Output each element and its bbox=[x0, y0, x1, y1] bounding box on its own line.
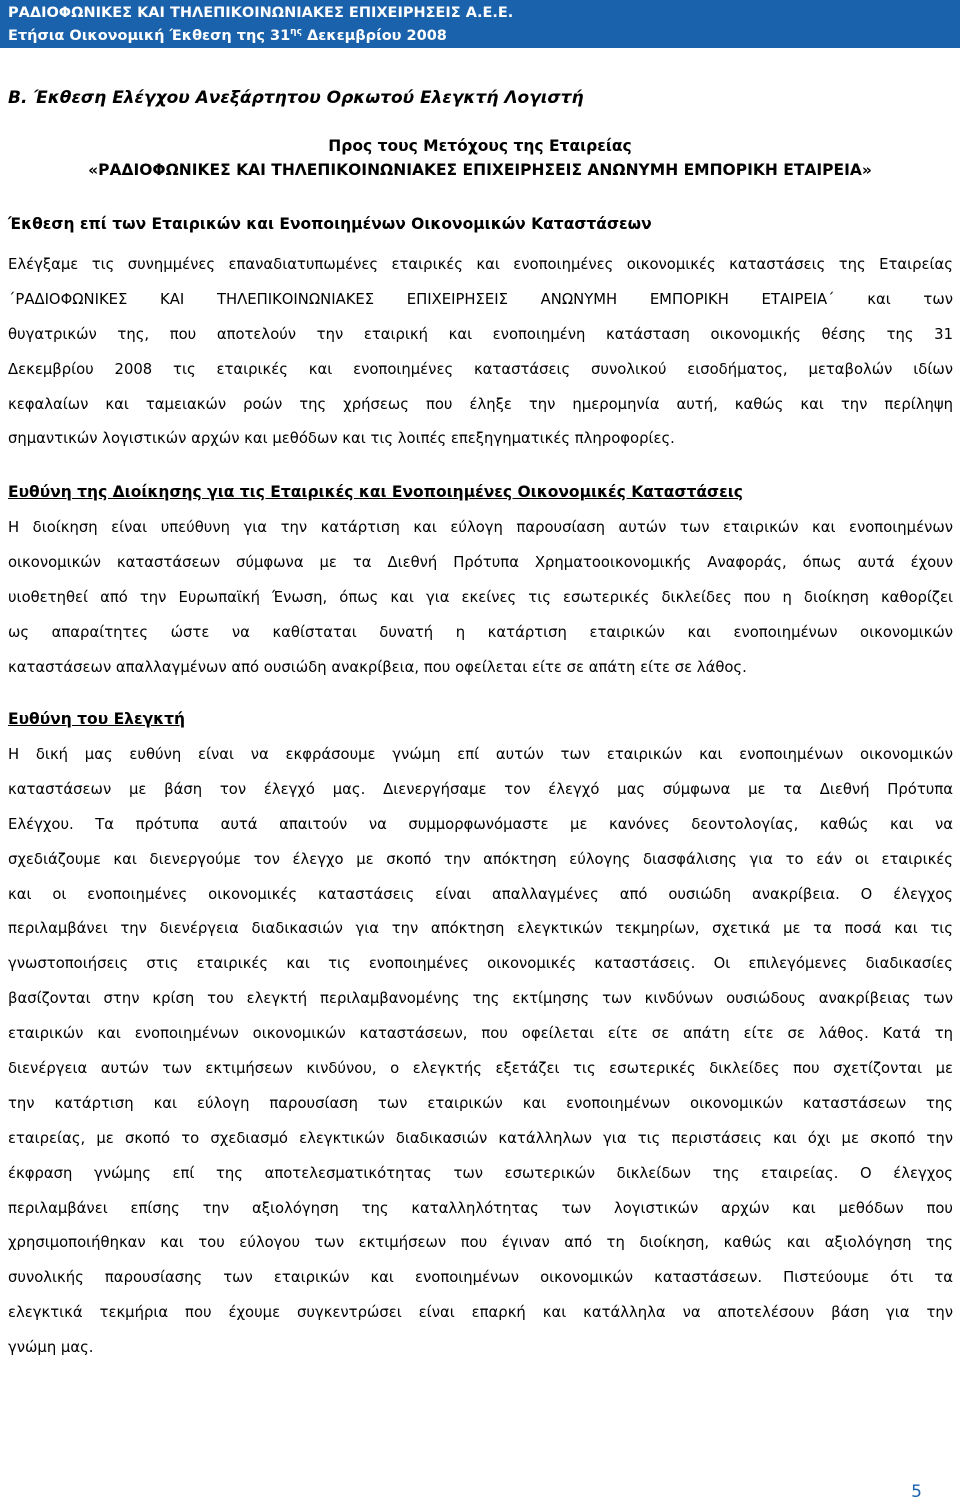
paragraph-line: συνολικής παρουσίασης των εταιρικών και ενοποιημένων οικονομικών καταστάσεων. Πιστεύουμε ότι τα bbox=[8, 1269, 953, 1287]
paragraph-line: καταστάσεων με βάση τον έλεγχό μας. Διενεργήσαμε τον έλεγχό μας σύμφωνα με τα Διεθνή Πρότυπα bbox=[8, 780, 953, 798]
paragraph-line: βασίζονται στην κρίση του ελεγκτή περιλαμβανομένης της εκτίμησης των κινδύνων ουσιώδους ανακρίβειας των bbox=[8, 990, 953, 1008]
report-heading: Έκθεση επί των Εταιρικών και Ενοποιημένων Οικονομικών Καταστάσεων bbox=[8, 215, 652, 233]
paragraph-line: χρησιμοποιήθηκαν και του εύλογου των εκτιμήσεων που έγιναν από τη διοίκηση, καθώς και αξιολόγηση της bbox=[8, 1234, 953, 1252]
paragraph-line: και οι ενοποιημένες οικονομικές καταστάσεις είναι απαλλαγμένες από ουσιώδη ανακρίβεια. Ο έλεγχος bbox=[8, 885, 953, 903]
auditor-responsibility-heading: Ευθύνη του Ελεγκτή bbox=[8, 710, 186, 728]
paragraph-line: θυγατρικών της, που αποτελούν την εταιρική και ενοποιημένη κατάσταση οικονομικής θέσης της 31 bbox=[8, 325, 953, 343]
header-report-sup: ης bbox=[290, 27, 302, 37]
paragraph-line: περιλαμβάνει την διενέργεια διαδικασιών για την απόκτηση ελεγκτικών τεκμηρίων, σχετικά με τα ποσά και τις bbox=[8, 920, 953, 938]
paragraph-line: ως απαραίτητες ώστε να καθίσταται δυνατή η κατάρτιση εταιρικών και ενοποιημένων οικονομικών bbox=[8, 623, 953, 641]
page-number: 5 bbox=[911, 1482, 922, 1502]
paragraph-line: σημαντικών λογιστικών αρχών και μεθόδων και τις λοιπές επεξηγηματικές πληροφορίες. bbox=[8, 430, 675, 448]
paragraph-line: γνωστοποιήσεις στις εταιρικές και τις ενοποιημένες οικονομικές καταστάσεις. Οι επιλεγόμενες διαδικασίες bbox=[8, 955, 953, 973]
paragraph-line: Ελέγχου. Τα πρότυπα αυτά απαιτούν να συμμορφωνόμαστε με κανόνες δεοντολογίας, καθώς και να bbox=[8, 815, 953, 833]
paragraph-line: την κατάρτιση και εύλογη παρουσίαση των εταιρικών και ενοποιημένων οικονομικών καταστάσεων της bbox=[8, 1094, 953, 1112]
paragraph-line: Ελέγξαμε τις συνημμένες επαναδιατυπωμένες εταιρικές και ενοποιημένες οικονομικές καταστάσεις της Εταιρείας bbox=[8, 256, 953, 273]
auditor-paragraph bbox=[8, 738, 953, 1366]
paragraph-line: οικονομικών καταστάσεων σύμφωνα με τα Διεθνή Πρότυπα Χρηματοοικονομικής Αναφοράς, όπως αυτά έχουν bbox=[8, 553, 953, 571]
page-header-banner bbox=[0, 0, 960, 48]
management-paragraph bbox=[8, 511, 953, 685]
paragraph-line: Η δική μας ευθύνη είναι να εκφράσουμε γνώμη επί αυτών των εταιρικών και ενοποιημένων οικονομικών bbox=[8, 746, 953, 763]
paragraph-line: εταιρείας, με σκοπό το σχεδιασμό ελεγκτικών διαδικασιών κατάλληλων για τις περιστάσεις και όχι με σκοπό την bbox=[8, 1129, 953, 1147]
intro-paragraph bbox=[8, 248, 953, 457]
header-report-title bbox=[8, 27, 447, 44]
paragraph-line: γνώμη μας. bbox=[8, 1339, 94, 1357]
management-responsibility-heading: Ευθύνη της Διοίκησης για τις Εταιρικές και Ενοποιημένες Οικονομικές Καταστάσεις bbox=[8, 483, 743, 501]
paragraph-line: διενέργεια αυτών των εκτιμήσεων κινδύνου, ο ελεγκτής εξετάζει τις εσωτερικές δικλείδες που σχετίζονται με bbox=[8, 1060, 953, 1078]
header-company-name: ΡΑΔΙΟΦΩΝΙΚΕΣ ΚΑΙ ΤΗΛΕΠΙΚΟΙΝΩΝΙΑΚΕΣ ΕΠΙΧΕΙΡΗΣΕΙΣ Α.Ε.Ε. bbox=[8, 5, 514, 21]
section-title: Β. Έκθεση Ελέγχου Ανεξάρτητου Ορκωτού Ελεγκτή Λογιστή bbox=[8, 88, 584, 108]
header-report-suffix: Δεκεμβρίου 2008 bbox=[301, 28, 447, 44]
paragraph-line: εταιρικών και ενοποιημένων οικονομικών καταστάσεων, που οφείλεται είτε σε απάτη είτε σε λάθος. Κατά τη bbox=[8, 1025, 953, 1043]
header-report-prefix: Ετήσια Οικονομική Έκθεση της 31 bbox=[8, 28, 291, 44]
paragraph-line: υιοθετηθεί από την Ευρωπαϊκή Ένωση, όπως και για εκείνες τις εσωτερικές δικλείδες που η διοίκηση καθορίζει bbox=[8, 588, 953, 606]
paragraph-line: έκφραση γνώμης επί της αποτελεσματικότητας των εσωτερικών δικλείδων της εταιρείας. Ο έλεγχος bbox=[8, 1164, 953, 1182]
paragraph-line: Δεκεμβρίου 2008 τις εταιρικές και ενοποιημένες καταστάσεις συνολικού εισοδήματος, μεταβολών ιδίων bbox=[8, 360, 953, 378]
paragraph-line: καταστάσεων απαλλαγμένων από ουσιώδη ανακρίβεια, που οφείλεται είτε σε απάτη είτε σε λάθος. bbox=[8, 658, 747, 676]
addressee-line-1: Προς τους Μετόχους της Εταιρείας bbox=[328, 137, 632, 155]
paragraph-line: κεφαλαίων και ταμειακών ροών της χρήσεως που έληξε την ημερομηνία αυτή, καθώς και την περίληψη bbox=[8, 395, 953, 413]
paragraph-line: Η διοίκηση είναι υπεύθυνη για την κατάρτιση και εύλογη παρουσίαση αυτών των εταιρικών και ενοποιημένων bbox=[8, 519, 953, 536]
paragraph-line: ΄ΡΑΔΙΟΦΩΝΙΚΕΣ ΚΑΙ ΤΗΛΕΠΙΚΟΙΝΩΝΙΑΚΕΣ ΕΠΙΧΕΙΡΗΣΕΙΣ ΑΝΩΝΥΜΗ ΕΜΠΟΡΙΚΗ ΕΤΑΙΡΕΙΑ΄ και των bbox=[8, 290, 953, 308]
paragraph-line: ελεγκτικά τεκμήρια που έχουμε συγκεντρώσει είναι επαρκή και κατάλληλα να αποτελέσουν βάση για την bbox=[8, 1304, 953, 1322]
paragraph-line: περιλαμβάνει επίσης την αξιολόγηση της καταλληλότητας των λογιστικών αρχών και μεθόδων που bbox=[8, 1199, 953, 1217]
addressee-line-2: «ΡΑΔΙΟΦΩΝΙΚΕΣ ΚΑΙ ΤΗΛΕΠΙΚΟΙΝΩΝΙΑΚΕΣ ΕΠΙΧΕΙΡΗΣΕΙΣ ΑΝΩΝΥΜΗ ΕΜΠΟΡΙΚΗ ΕΤΑΙΡΕΙΑ» bbox=[88, 161, 872, 179]
paragraph-line: σχεδιάζουμε και διενεργούμε τον έλεγχο με σκοπό την απόκτηση εύλογης διασφάλισης για το εάν οι εταιρικές bbox=[8, 850, 953, 868]
